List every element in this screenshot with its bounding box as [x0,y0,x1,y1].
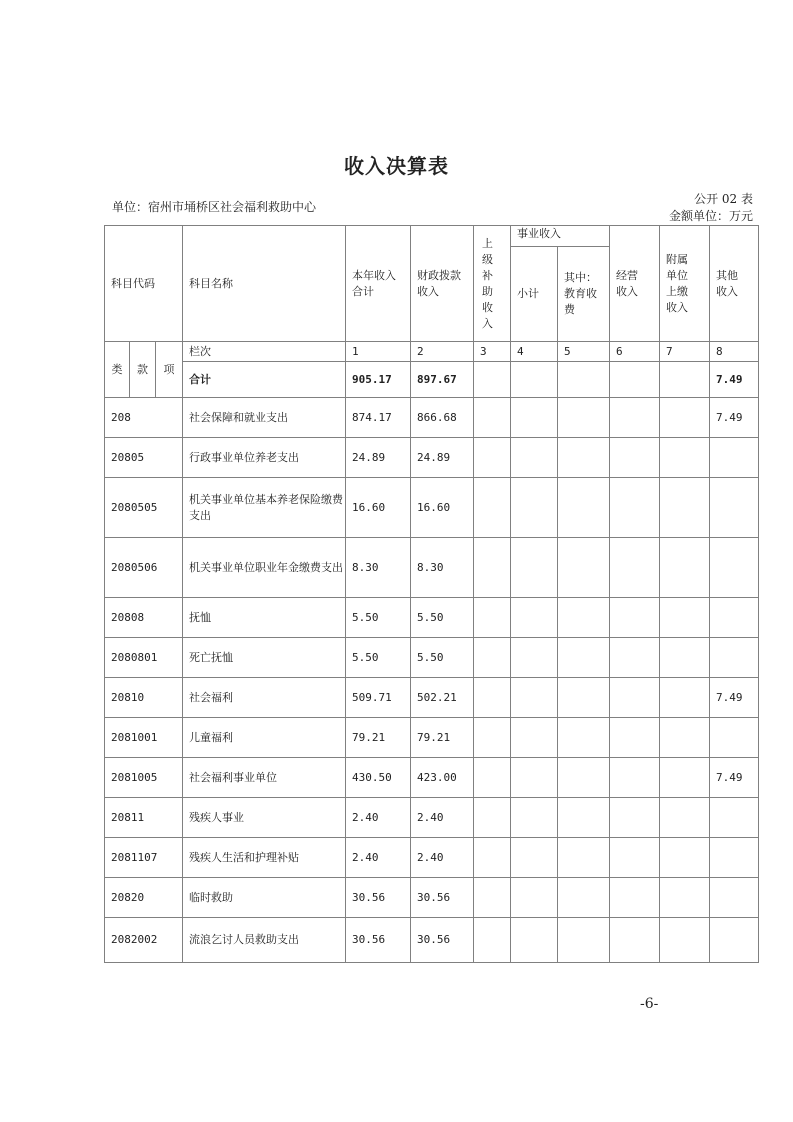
total-row [105,362,759,398]
row-superior [474,878,511,918]
row-education [558,638,610,678]
header-subtotal: 小计 [511,247,558,342]
row-superior [474,638,511,678]
row-affiliated [660,878,710,918]
row-fiscal: 2.40 [411,838,474,878]
row-total: 16.60 [346,478,411,538]
row-other [710,798,759,838]
table-row [105,918,759,963]
row-affiliated [660,398,710,438]
row-code: 20811 [105,798,183,838]
row-other [710,918,759,963]
total-fiscal: 897.67 [411,362,474,398]
row-name: 机关事业单位基本养老保险缴费支出 [183,478,346,538]
row-education [558,838,610,878]
row-affiliated [660,478,710,538]
page-title: 收入决算表 [344,154,449,178]
row-code: 2080801 [105,638,183,678]
row-fiscal: 5.50 [411,598,474,638]
row-superior [474,678,511,718]
row-total: 5.50 [346,638,411,678]
header-name: 科目名称 [183,226,346,342]
table-row [105,758,759,798]
row-other: 7.49 [710,678,759,718]
row-superior [474,478,511,538]
row-operating [610,838,660,878]
row-name: 社会福利事业单位 [183,758,346,798]
row-fiscal: 2.40 [411,798,474,838]
row-total: 509.71 [346,678,411,718]
row-business-subtotal [511,538,558,598]
row-education [558,878,610,918]
row-business-subtotal [511,918,558,963]
column-number: 5 [558,342,610,362]
row-name: 流浪乞讨人员救助支出 [183,918,346,963]
row-code: 2081001 [105,718,183,758]
header-operating: 经营收入 [610,226,660,342]
row-other [710,538,759,598]
header-affiliated: 附属单位上缴收入 [660,226,710,342]
row-fiscal: 8.30 [411,538,474,598]
row-name: 社会福利 [183,678,346,718]
row-education [558,598,610,638]
row-total: 30.56 [346,878,411,918]
row-education [558,718,610,758]
row-fiscal: 423.00 [411,758,474,798]
row-operating [610,538,660,598]
column-number: 1 [346,342,411,362]
row-other [710,438,759,478]
row-affiliated [660,638,710,678]
row-business-subtotal [511,878,558,918]
total-other: 7.49 [710,362,759,398]
row-operating [610,398,660,438]
row-code: 2081107 [105,838,183,878]
row-fiscal: 5.50 [411,638,474,678]
row-business-subtotal [511,758,558,798]
row-superior [474,598,511,638]
row-other [710,638,759,678]
total-label: 合计 [183,362,346,398]
column-number: 7 [660,342,710,362]
row-superior [474,538,511,598]
table-row [105,538,759,598]
row-code: 2080505 [105,478,183,538]
column-number: 6 [610,342,660,362]
header-lei: 类 [105,342,130,398]
row-education [558,398,610,438]
row-operating [610,638,660,678]
row-affiliated [660,678,710,718]
row-fiscal: 79.21 [411,718,474,758]
row-operating [610,878,660,918]
column-number: 4 [511,342,558,362]
header-code: 科目代码 [105,226,183,342]
row-affiliated [660,918,710,963]
header-superior: 上级补助收入 [474,226,511,342]
row-operating [610,598,660,638]
row-education [558,918,610,963]
row-affiliated [660,538,710,598]
row-other: 7.49 [710,398,759,438]
row-total: 30.56 [346,918,411,963]
row-total: 5.50 [346,598,411,638]
table-row [105,878,759,918]
row-operating [610,478,660,538]
row-other [710,838,759,878]
row-total: 430.50 [346,758,411,798]
header-xiang: 项 [156,342,183,398]
row-code: 20810 [105,678,183,718]
row-code: 20808 [105,598,183,638]
unit-label: 单位：宿州市埇桥区社会福利救助中心 [112,200,317,214]
header-lanci: 栏次 [183,342,346,362]
table-row [105,798,759,838]
header-education: 其中：教育收费 [558,247,610,342]
row-code: 2080506 [105,538,183,598]
row-code: 208 [105,398,183,438]
row-operating [610,798,660,838]
row-name: 死亡抚恤 [183,638,346,678]
row-affiliated [660,758,710,798]
row-fiscal: 30.56 [411,878,474,918]
row-name: 行政事业单位养老支出 [183,438,346,478]
row-affiliated [660,598,710,638]
row-operating [610,718,660,758]
row-education [558,438,610,478]
row-business-subtotal [511,798,558,838]
row-name: 残疾人事业 [183,798,346,838]
row-affiliated [660,838,710,878]
row-name: 儿童福利 [183,718,346,758]
row-superior [474,758,511,798]
row-superior [474,838,511,878]
row-other: 7.49 [710,758,759,798]
row-other [710,718,759,758]
table-row [105,598,759,638]
row-total: 8.30 [346,538,411,598]
row-fiscal: 24.89 [411,438,474,478]
row-business-subtotal [511,838,558,878]
row-business-subtotal [511,598,558,638]
total-amount: 905.17 [346,362,411,398]
row-operating [610,918,660,963]
header-total: 本年收入合计 [346,226,411,342]
table-row [105,438,759,478]
row-business-subtotal [511,438,558,478]
row-name: 临时救助 [183,878,346,918]
row-code: 2082002 [105,918,183,963]
row-code: 20820 [105,878,183,918]
row-affiliated [660,438,710,478]
row-business-subtotal [511,478,558,538]
table-row [105,398,759,438]
row-total: 2.40 [346,838,411,878]
row-other [710,878,759,918]
row-fiscal: 866.68 [411,398,474,438]
row-code: 2081005 [105,758,183,798]
row-business-subtotal [511,678,558,718]
income-table [104,225,759,963]
column-number: 3 [474,342,511,362]
row-superior [474,918,511,963]
row-superior [474,798,511,838]
row-total: 24.89 [346,438,411,478]
row-operating [610,678,660,718]
row-business-subtotal [511,398,558,438]
row-name: 残疾人生活和护理补贴 [183,838,346,878]
row-affiliated [660,798,710,838]
header-other: 其他收入 [710,226,759,342]
row-operating [610,758,660,798]
row-education [558,798,610,838]
row-superior [474,398,511,438]
page-number: -6- [640,996,659,1012]
row-total: 874.17 [346,398,411,438]
form-number: 公开 02 表 [694,192,753,206]
table-row [105,718,759,758]
header-business: 事业收入 [511,226,610,247]
table-row [105,838,759,878]
row-superior [474,718,511,758]
row-education [558,538,610,598]
row-name: 抚恤 [183,598,346,638]
row-education [558,478,610,538]
column-number: 2 [411,342,474,362]
row-education [558,758,610,798]
row-fiscal: 502.21 [411,678,474,718]
amount-unit: 金额单位：万元 [668,209,753,223]
column-number: 8 [710,342,759,362]
row-business-subtotal [511,718,558,758]
row-total: 79.21 [346,718,411,758]
row-fiscal: 30.56 [411,918,474,963]
header-kuan: 款 [130,342,156,398]
row-other [710,478,759,538]
row-code: 20805 [105,438,183,478]
header-fiscal: 财政拨款收入 [411,226,474,342]
row-education [558,678,610,718]
table-row [105,478,759,538]
row-fiscal: 16.60 [411,478,474,538]
row-total: 2.40 [346,798,411,838]
row-business-subtotal [511,638,558,678]
table-row [105,678,759,718]
row-name: 机关事业单位职业年金缴费支出 [183,538,346,598]
row-other [710,598,759,638]
row-operating [610,438,660,478]
row-affiliated [660,718,710,758]
row-superior [474,438,511,478]
row-name: 社会保障和就业支出 [183,398,346,438]
table-row [105,638,759,678]
